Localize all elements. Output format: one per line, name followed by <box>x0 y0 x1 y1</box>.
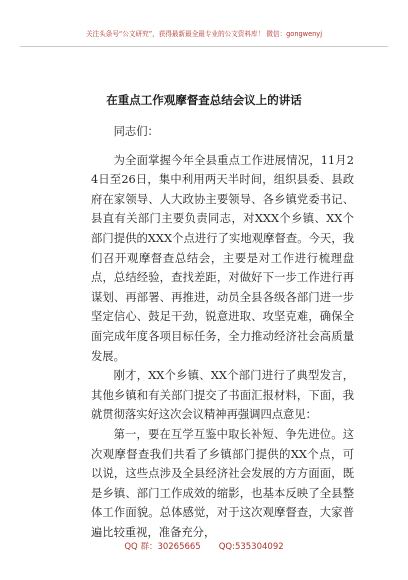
body-paragraph-2: 刚才，XX个乡镇、XX个部门进行了典型发言，其他乡镇和有关部门提交了书面汇报材料，下面，我就贯彻落实好这次会议精神再强调四点意见： <box>91 369 354 422</box>
footer-qq-group: QQ 群：30265665 <box>124 542 201 552</box>
document-title: 在重点工作观摩督查总结会议上的讲话 <box>106 93 302 107</box>
page-footer <box>0 539 408 555</box>
body-paragraph-1: 为全面掌握今年全县重点工作进展情况，11月24日至26日，集中利用两天半时间，组织县委、县政府在家领导、人大政协主要领导、各乡镇党委书记、县直有关部门主要负责同志，对XXX个乡镇、XX个部门提供的XXX个点进行了实地观摩督查。今天，我们召开观摩督查总结会，主要是对工作进行梳理盘点，总结经验，查找差距，对做好下一步工作进行再谋划、再部署、再推进，动员全县各级各部门进一步坚定信心、鼓足干劲，锐意进取、攻坚克难，确保全面完成年度各项目标任务，全力推动经济社会高质量发展。 <box>91 153 354 363</box>
header-divider <box>20 46 388 47</box>
salutation: 同志们： <box>113 125 159 138</box>
page-header-banner: 关注头条号“公文研究”，获得最新最全最专业的公文资料库！ 微信：gongwenyj <box>85 30 323 38</box>
body-paragraph-3: 第一，要在互学互鉴中取长补短、争先进位。这次观摩督查我们共看了乡镇部门提供的XX个点，可以说，这些点涉及全县经济社会发展的方方面面，既是乡镇、部门工作成效的缩影，也基本反映了全县整体工作面貌。总体感觉，对于这次观摩督查，大家普遍比较重视，准备充分， <box>91 427 354 539</box>
footer-qq-contact: QQ:535304092 <box>218 542 284 552</box>
document-body <box>91 122 354 542</box>
